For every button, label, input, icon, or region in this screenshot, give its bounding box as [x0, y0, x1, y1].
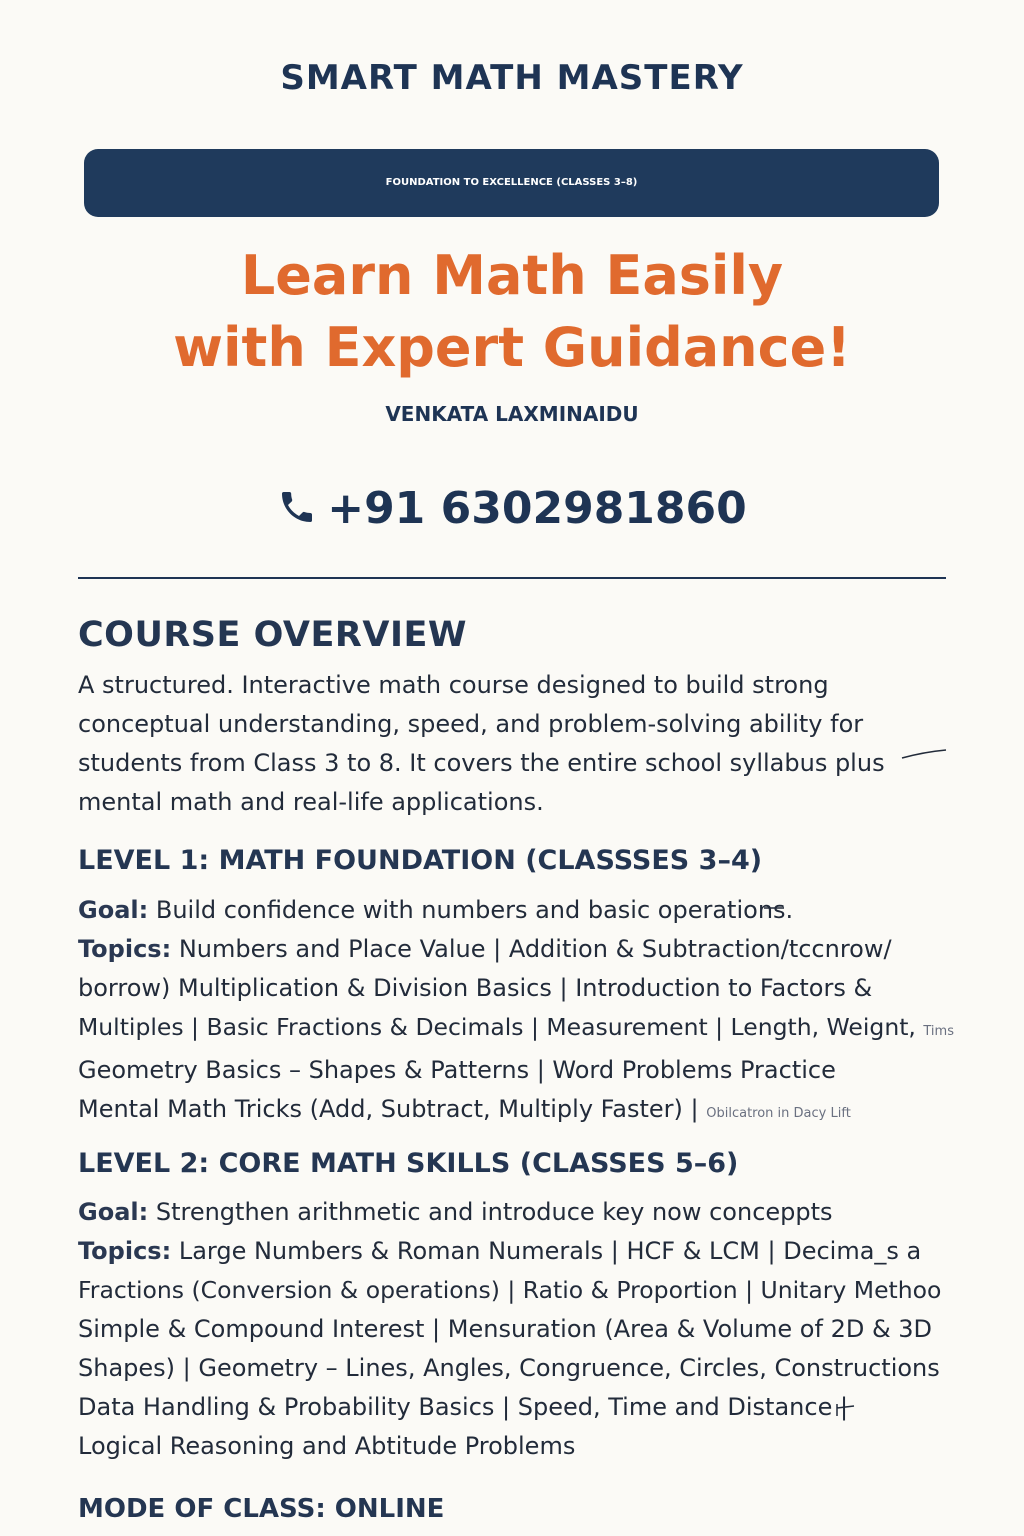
level1-goal: [78, 891, 958, 930]
scribble-mark: [762, 904, 786, 912]
tagline-line-1: Learn Math Easily: [240, 244, 784, 307]
level1-body: [78, 891, 958, 1133]
phone-icon: [277, 487, 317, 538]
level2-goal: [78, 1193, 958, 1232]
goal-text: Strengthen arithmetic and introduce key now conceppts: [148, 1198, 833, 1226]
level2-heading: LEVEL 2: CORE MATH SKILLS (CLASSES 5–6): [78, 1148, 739, 1179]
topics-text: Mental Math Tricks (Add, Subtract, Multiply Faster) |: [78, 1095, 699, 1123]
topics-line: Simple & Compound Interest | Mensuration (Area & Volume of 2D & 3D: [78, 1315, 933, 1343]
goal-label: Goal:: [78, 1198, 149, 1226]
overview-line: A structured. Interactive math course designed to build strong: [78, 671, 829, 699]
topics-text: Numbers and Place Value | Addition & Subtraction/tccnrow/: [171, 935, 892, 963]
goal-text: Build confidence with numbers and basic operations.: [148, 896, 794, 924]
topics-line: [78, 1090, 958, 1133]
tail-note: Obilcatron in Dacy Lift: [706, 1106, 851, 1121]
level1-topics: [78, 930, 958, 969]
overview-line: students from Class 3 to 8. It covers the entire school syllabus plus: [78, 749, 885, 777]
topics-text: Multiples | Basic Fractions & Decimals | Measurement | Length, Weignt,: [78, 1013, 916, 1041]
topics-line: Logical Reasoning and Abtitude Problems: [78, 1432, 576, 1460]
flyer-title: SMART MATH MASTERY: [280, 58, 744, 98]
overview-paragraph: [78, 666, 958, 822]
topics-line: borrow) Multiplication & Division Basics | Introduction to Factors &: [78, 974, 873, 1002]
level1-heading: LEVEL 1: MATH FOUNDATION (CLASSSES 3–4): [78, 845, 763, 876]
mode-of-class: MODE OF CLASS: ONLINE: [78, 1494, 445, 1524]
topics-line: Fractions (Conversion & operations) | Ratio & Proportion | Unitary Methoo: [78, 1276, 942, 1304]
topics-line: [78, 1008, 958, 1051]
level2-body: [78, 1193, 958, 1466]
topics-line: Data Handling & Probability Basics | Speed, Time and Distance |: [78, 1393, 849, 1421]
subtitle-banner: FOUNDATION TO EXCELLENCE (CLASSES 3–8): [84, 149, 939, 217]
section-divider: [78, 577, 946, 579]
scribble-mark: [834, 1402, 858, 1418]
topics-label: Topics:: [78, 1237, 172, 1265]
goal-label: Goal:: [78, 896, 149, 924]
topics-text: Large Numbers & Roman Numerals | HCF & LCM | Decima_s a: [171, 1237, 922, 1265]
overview-line: conceptual understanding, speed, and problem-solving ability for: [78, 710, 864, 738]
overview-line: mental math and real-life applications.: [78, 788, 544, 816]
overview-heading: COURSE OVERVIEW: [78, 615, 467, 655]
phone-contact: [0, 483, 1024, 538]
tagline-line-2: with Expert Guidance!: [173, 316, 851, 379]
topics-line: Geometry Basics – Shapes & Patterns | Word Problems Practice: [78, 1056, 836, 1084]
tagline: [0, 240, 1024, 384]
teacher-name: VENKATA LAXMINAIDU: [385, 402, 639, 426]
topics-line: Shapes) | Geometry – Lines, Angles, Congruence, Circles, Constructions: [78, 1354, 940, 1382]
scribble-mark: [900, 748, 948, 762]
level2-topics: [78, 1232, 958, 1271]
tail-note: Tims: [923, 1024, 954, 1039]
phone-number: +91 6302981860: [327, 483, 747, 534]
topics-label: Topics:: [78, 935, 172, 963]
